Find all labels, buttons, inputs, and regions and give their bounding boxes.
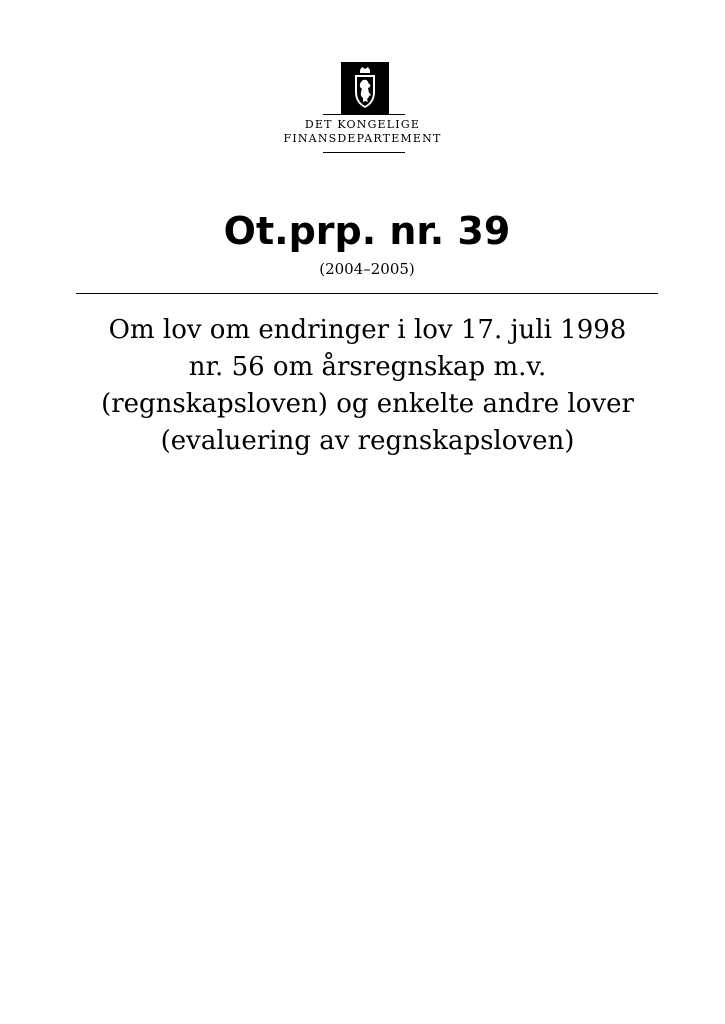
document-title: Ot.prp. nr. 39	[223, 209, 511, 253]
norwegian-coat-of-arms-icon	[341, 62, 389, 114]
subject-line: nr. 56 om årsregnskap m.v.	[188, 352, 547, 382]
document-subject	[60, 312, 675, 460]
department-name-line-1: DET KONGELIGE	[304, 118, 421, 131]
ministry-logo	[0, 0, 725, 170]
session-period: (2004–2005)	[319, 260, 415, 278]
subject-line: (regnskapsloven) og enkelte andre lover	[101, 389, 634, 419]
department-name-line-2: FINANSDEPARTEMENT	[283, 132, 442, 145]
logo-rule-top	[323, 114, 405, 115]
logo-rule-bottom	[323, 152, 405, 153]
subject-line: Om lov om endringer i lov 17. juli 1998	[108, 315, 627, 345]
title-divider	[76, 293, 658, 294]
subject-line: (evaluering av regnskapsloven)	[160, 426, 575, 456]
